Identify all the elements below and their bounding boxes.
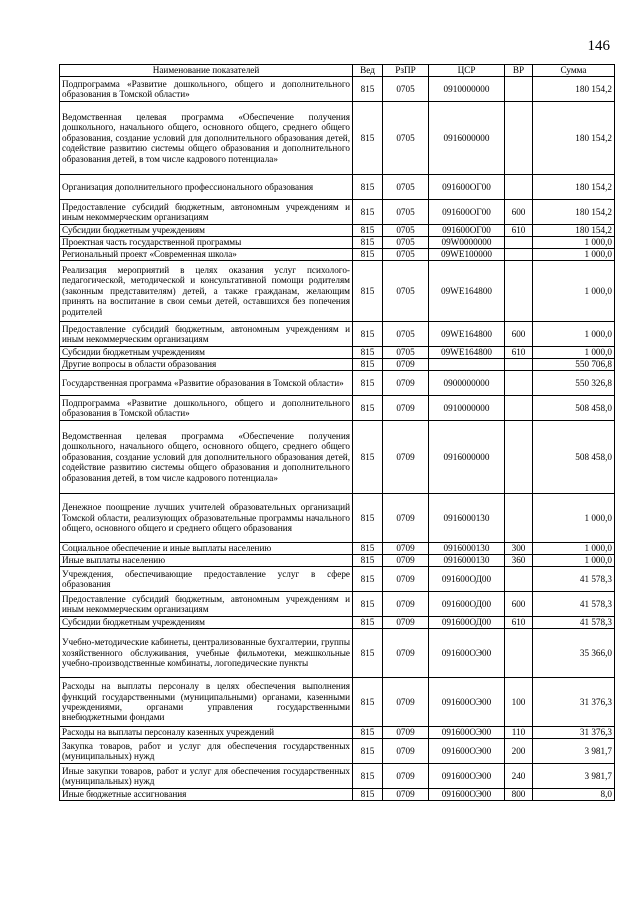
table-row — [60, 739, 615, 764]
cell-ved: 815 — [353, 739, 383, 764]
cell-name: Субсидии бюджетным учреждениям — [60, 347, 353, 359]
cell-sum: 41 578,3 — [533, 617, 615, 629]
table-row — [60, 347, 615, 359]
cell-rzpr: 0709 — [383, 396, 429, 421]
header-ved: Вед — [353, 65, 383, 77]
cell-name: Предоставление субсидий бюджетным, автономным учреждениям и иным некоммерческим организациям — [60, 200, 353, 225]
cell-csr: 0910000000 — [429, 396, 505, 421]
cell-sum: 41 578,3 — [533, 592, 615, 617]
cell-csr: 091600ОД00 — [429, 617, 505, 629]
cell-ved: 815 — [353, 494, 383, 543]
cell-csr: 09W0000000 — [429, 237, 505, 249]
cell-name: Иные выплаты населению — [60, 555, 353, 567]
cell-rzpr: 0709 — [383, 739, 429, 764]
cell-name: Субсидии бюджетным учреждениям — [60, 617, 353, 629]
budget-table — [59, 64, 615, 801]
cell-csr: 091600ОД00 — [429, 592, 505, 617]
cell-sum: 508 458,0 — [533, 421, 615, 494]
cell-vr: 200 — [505, 739, 533, 764]
table-row — [60, 555, 615, 567]
table-row — [60, 592, 615, 617]
table-row — [60, 249, 615, 261]
cell-csr: 091600ОЭ00 — [429, 739, 505, 764]
table-row — [60, 261, 615, 322]
cell-rzpr: 0709 — [383, 359, 429, 371]
cell-sum: 31 376,3 — [533, 678, 615, 727]
cell-ved: 815 — [353, 421, 383, 494]
cell-ved: 815 — [353, 727, 383, 739]
cell-vr — [505, 237, 533, 249]
cell-name: Учреждения, обеспечивающие предоставление услуг в сфере образования — [60, 567, 353, 592]
cell-rzpr: 0709 — [383, 567, 429, 592]
cell-ved: 815 — [353, 371, 383, 396]
header-csr: ЦСР — [429, 65, 505, 77]
cell-vr: 110 — [505, 727, 533, 739]
table-header-row — [60, 65, 615, 77]
cell-csr: 0916000000 — [429, 102, 505, 175]
table-row — [60, 543, 615, 555]
cell-vr: 360 — [505, 555, 533, 567]
cell-ved: 815 — [353, 555, 383, 567]
cell-rzpr: 0709 — [383, 592, 429, 617]
cell-csr: 0916000130 — [429, 555, 505, 567]
cell-name: Социальное обеспечение и иные выплаты населению — [60, 543, 353, 555]
cell-vr: 600 — [505, 592, 533, 617]
cell-name: Ведомственная целевая программа «Обеспечение получения дошкольного, начального общего, основного общего, среднего общего образования, создание условий для дополнительного образования детей, содействие развитию системы общего образования и дополнительного образования детей, в том числе кадрового потенциала» — [60, 102, 353, 175]
cell-csr: 091600ОГ00 — [429, 200, 505, 225]
table-row — [60, 322, 615, 347]
table-row — [60, 371, 615, 396]
cell-rzpr: 0709 — [383, 617, 429, 629]
cell-rzpr: 0705 — [383, 175, 429, 200]
cell-ved: 815 — [353, 396, 383, 421]
cell-csr: 091600ОГ00 — [429, 225, 505, 237]
cell-rzpr: 0705 — [383, 102, 429, 175]
cell-vr — [505, 396, 533, 421]
cell-name: Подпрограмма «Развитие дошкольного, общего и дополнительного образования в Томской области» — [60, 77, 353, 102]
cell-rzpr: 0705 — [383, 261, 429, 322]
cell-ved: 815 — [353, 617, 383, 629]
cell-vr — [505, 249, 533, 261]
table-row — [60, 494, 615, 543]
cell-csr: 0900000000 — [429, 371, 505, 396]
cell-sum: 1 000,0 — [533, 261, 615, 322]
cell-ved: 815 — [353, 225, 383, 237]
cell-rzpr: 0705 — [383, 347, 429, 359]
cell-rzpr: 0705 — [383, 322, 429, 347]
cell-csr: 0916000130 — [429, 543, 505, 555]
cell-rzpr: 0709 — [383, 629, 429, 678]
cell-sum: 180 154,2 — [533, 102, 615, 175]
cell-name: Субсидии бюджетным учреждениям — [60, 225, 353, 237]
cell-csr: 0916000130 — [429, 494, 505, 543]
cell-csr: 0916000000 — [429, 421, 505, 494]
cell-ved: 815 — [353, 102, 383, 175]
cell-rzpr: 0705 — [383, 237, 429, 249]
cell-name: Денежное поощрение лучших учителей образовательных организаций Томской области, реализующих образовательные программы начального общего, основного общего и среднего общего образования — [60, 494, 353, 543]
table-row — [60, 102, 615, 175]
cell-ved: 815 — [353, 543, 383, 555]
table-row — [60, 567, 615, 592]
cell-sum: 1 000,0 — [533, 237, 615, 249]
table-row — [60, 200, 615, 225]
table-row — [60, 617, 615, 629]
cell-csr: 091600ОЭ00 — [429, 629, 505, 678]
cell-ved: 815 — [353, 200, 383, 225]
table-body — [60, 77, 615, 801]
table-row — [60, 225, 615, 237]
cell-vr — [505, 175, 533, 200]
header-sum: Сумма — [533, 65, 615, 77]
table-row — [60, 396, 615, 421]
cell-csr: 09WE164800 — [429, 261, 505, 322]
cell-sum: 41 578,3 — [533, 567, 615, 592]
cell-csr: 091600ОГ00 — [429, 175, 505, 200]
cell-sum: 508 458,0 — [533, 396, 615, 421]
cell-ved: 815 — [353, 789, 383, 801]
cell-vr — [505, 102, 533, 175]
cell-rzpr: 0709 — [383, 421, 429, 494]
cell-rzpr: 0709 — [383, 555, 429, 567]
cell-vr — [505, 494, 533, 543]
table-row — [60, 727, 615, 739]
cell-rzpr: 0709 — [383, 727, 429, 739]
cell-vr: 800 — [505, 789, 533, 801]
cell-sum: 180 154,2 — [533, 77, 615, 102]
cell-csr: 091600ОД00 — [429, 567, 505, 592]
cell-rzpr: 0705 — [383, 200, 429, 225]
cell-sum: 180 154,2 — [533, 175, 615, 200]
cell-csr: 091600ОЭ00 — [429, 727, 505, 739]
cell-name: Ведомственная целевая программа «Обеспечение получения дошкольного, начального общего, основного общего, среднего общего образования, создание условий для дополнительного образования детей, содействие развитию системы общего образования и дополнительного образования детей, в том числе кадрового потенциала» — [60, 421, 353, 494]
cell-vr: 240 — [505, 764, 533, 789]
cell-name: Учебно-методические кабинеты, централизованные бухгалтерии, группы хозяйственного обслуживания, учебные фильмотеки, межшкольные учебно-производственные комбинаты, логопедические пункты — [60, 629, 353, 678]
cell-vr: 610 — [505, 225, 533, 237]
cell-vr: 600 — [505, 322, 533, 347]
cell-name: Проектная часть государственной программы — [60, 237, 353, 249]
cell-sum: 1 000,0 — [533, 347, 615, 359]
cell-name: Организация дополнительного профессионального образования — [60, 175, 353, 200]
cell-rzpr: 0709 — [383, 789, 429, 801]
cell-ved: 815 — [353, 678, 383, 727]
cell-sum: 1 000,0 — [533, 555, 615, 567]
cell-rzpr: 0709 — [383, 543, 429, 555]
cell-csr: 091600ОЭ00 — [429, 678, 505, 727]
cell-vr — [505, 261, 533, 322]
cell-vr: 300 — [505, 543, 533, 555]
cell-ved: 815 — [353, 237, 383, 249]
cell-name: Закупка товаров, работ и услуг для обеспечения государственных (муниципальных) нужд — [60, 739, 353, 764]
cell-name: Предоставление субсидий бюджетным, автономным учреждениям и иным некоммерческим организациям — [60, 322, 353, 347]
cell-sum: 1 000,0 — [533, 322, 615, 347]
cell-ved: 815 — [353, 347, 383, 359]
cell-ved: 815 — [353, 764, 383, 789]
cell-ved: 815 — [353, 249, 383, 261]
cell-rzpr: 0709 — [383, 371, 429, 396]
cell-vr: 610 — [505, 347, 533, 359]
cell-sum: 180 154,2 — [533, 225, 615, 237]
cell-vr: 600 — [505, 200, 533, 225]
cell-rzpr: 0705 — [383, 225, 429, 237]
cell-name: Расходы на выплаты персоналу казенных учреждений — [60, 727, 353, 739]
cell-sum: 35 366,0 — [533, 629, 615, 678]
cell-csr: 09WE164800 — [429, 322, 505, 347]
cell-sum: 31 376,3 — [533, 727, 615, 739]
cell-vr — [505, 77, 533, 102]
table-row — [60, 237, 615, 249]
cell-ved: 815 — [353, 77, 383, 102]
table-row — [60, 359, 615, 371]
cell-name: Расходы на выплаты персоналу в целях обеспечения выполнения функций государственными (муниципальными) органами, казенными учреждениями, органами управления государственными внебюджетными фондами — [60, 678, 353, 727]
cell-rzpr: 0709 — [383, 678, 429, 727]
table-row — [60, 789, 615, 801]
cell-ved: 815 — [353, 175, 383, 200]
cell-name: Подпрограмма «Развитие дошкольного, общего и дополнительного образования в Томской области» — [60, 396, 353, 421]
cell-vr: 100 — [505, 678, 533, 727]
table-row — [60, 764, 615, 789]
cell-vr: 610 — [505, 617, 533, 629]
cell-sum: 1 000,0 — [533, 249, 615, 261]
header-name: Наименование показателей — [60, 65, 353, 77]
cell-name: Иные бюджетные ассигнования — [60, 789, 353, 801]
cell-name: Другие вопросы в области образования — [60, 359, 353, 371]
cell-vr — [505, 567, 533, 592]
cell-csr: 091600ОЭ00 — [429, 764, 505, 789]
table-row — [60, 678, 615, 727]
cell-rzpr: 0705 — [383, 77, 429, 102]
cell-csr: 091600ОЭ00 — [429, 789, 505, 801]
cell-vr — [505, 371, 533, 396]
page-number: 146 — [587, 38, 610, 54]
table-row — [60, 77, 615, 102]
cell-name: Реализация мероприятий в целях оказания услуг психолого-педагогической, методической и консультативной помощи родителям (законным представителям) детей, а также гражданам, желающим принять на воспитание в свои семьи детей, оставшихся без попечения родителей — [60, 261, 353, 322]
cell-ved: 815 — [353, 592, 383, 617]
cell-sum: 8,0 — [533, 789, 615, 801]
cell-rzpr: 0709 — [383, 764, 429, 789]
cell-sum: 3 981,7 — [533, 764, 615, 789]
cell-csr — [429, 359, 505, 371]
cell-ved: 815 — [353, 322, 383, 347]
cell-sum: 3 981,7 — [533, 739, 615, 764]
cell-sum: 1 000,0 — [533, 494, 615, 543]
cell-ved: 815 — [353, 629, 383, 678]
cell-name: Региональный проект «Современная школа» — [60, 249, 353, 261]
table-row — [60, 175, 615, 200]
cell-vr — [505, 359, 533, 371]
header-vr: ВР — [505, 65, 533, 77]
cell-rzpr: 0709 — [383, 494, 429, 543]
cell-name: Предоставление субсидий бюджетным, автономным учреждениям и иным некоммерческим организациям — [60, 592, 353, 617]
cell-vr — [505, 421, 533, 494]
header-rzpr: РзПР — [383, 65, 429, 77]
cell-csr: 09WE164800 — [429, 347, 505, 359]
cell-csr: 09WE100000 — [429, 249, 505, 261]
table-row — [60, 421, 615, 494]
cell-sum: 180 154,2 — [533, 200, 615, 225]
cell-ved: 815 — [353, 261, 383, 322]
cell-csr: 0910000000 — [429, 77, 505, 102]
cell-sum: 1 000,0 — [533, 543, 615, 555]
cell-name: Государственная программа «Развитие образования в Томской области» — [60, 371, 353, 396]
cell-rzpr: 0705 — [383, 249, 429, 261]
cell-sum: 550 326,8 — [533, 371, 615, 396]
cell-vr — [505, 629, 533, 678]
cell-sum: 550 706,8 — [533, 359, 615, 371]
cell-name: Иные закупки товаров, работ и услуг для обеспечения государственных (муниципальных) нужд — [60, 764, 353, 789]
table-row — [60, 629, 615, 678]
cell-ved: 815 — [353, 359, 383, 371]
cell-ved: 815 — [353, 567, 383, 592]
